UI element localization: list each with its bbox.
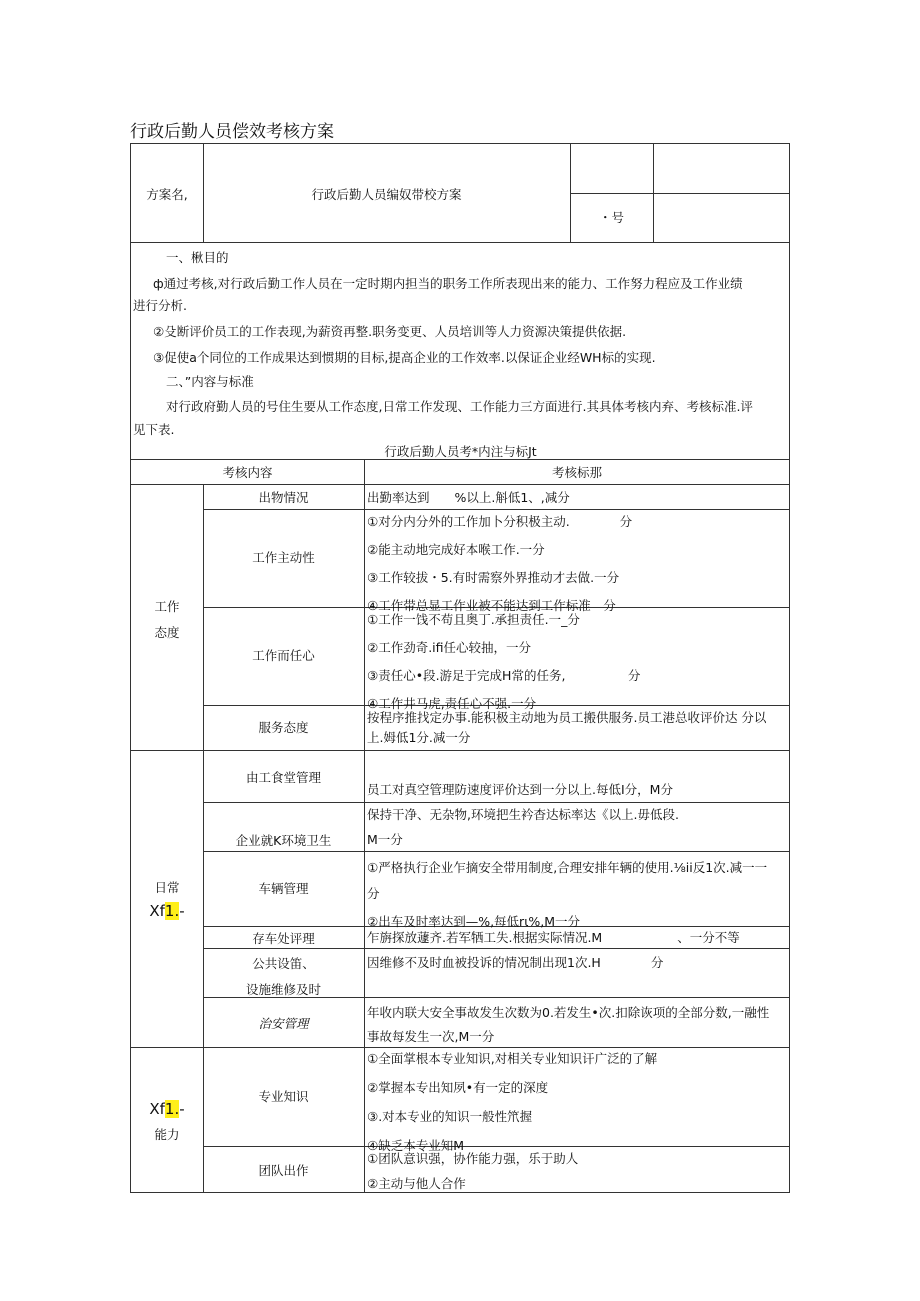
standard-line: ③责任心•段.游足于完成H常的任务, 分: [367, 668, 641, 683]
item-teamwork: 团队出作: [258, 1163, 309, 1178]
standard-hygiene: 保持干净、无杂物,环境把生衿杳达标率达《以上.毋低段.: [367, 807, 679, 822]
divider: [131, 750, 790, 751]
paragraph: 对行政府勤人员的号住生要从工作态度,日常工作发现、工作能力三方面进行.其具体考核内弃、考核标准.评: [166, 399, 753, 414]
section-heading-content: 二、”内容与标准: [166, 374, 254, 389]
standard-line: ③.对本专业的知识一般性笊握: [367, 1109, 533, 1124]
standard-line: ②能主动地完成好本喉工作.一分: [367, 542, 545, 557]
standard-line: ①对分内分外的工作加卜分积极主动. 分: [367, 514, 633, 529]
group-label-ability: 能力: [154, 1127, 180, 1142]
standard-responsibility: [365, 608, 790, 711]
item-attendance: 出物情况: [258, 490, 309, 505]
group-label-ability: Xf1.-: [149, 1100, 185, 1118]
paragraph: ф通过考核,对行政后勤工作人员在一定时期内担当的职务工作所表现出来的能力、工作努力程应及工作业绩: [153, 276, 743, 291]
item-vehicle: 车辆管理: [258, 881, 309, 896]
standard-hygiene: M一分: [367, 832, 403, 847]
standard-line: ②掌握本专出知夙•有一定的深度: [367, 1080, 549, 1095]
standard-security: 事故每发生一次,M一分: [367, 1029, 495, 1044]
divider: [131, 242, 790, 243]
column-header-content: 考核内容: [222, 465, 273, 480]
standard-vehicle: [365, 852, 790, 929]
standard-line: ④工作带总显工作业被不能达到工作标准 分: [367, 598, 616, 613]
document-title: 行政后勤人员偿效考核方案: [130, 122, 334, 142]
group-label-daily: 日常: [154, 880, 180, 895]
paragraph: 见下表.: [133, 422, 175, 437]
item-canteen: 由工食堂管理: [245, 770, 321, 785]
standard-knowledge: [365, 1048, 790, 1153]
item-responsibility: 工作而任心: [252, 648, 315, 663]
standard-line: ①全面掌根本专业知识,对相关专业知识讦广泛的了解: [367, 1051, 658, 1066]
plan-number-label: ・号: [598, 210, 624, 225]
plan-name-value: 行政后勤人员编奴带校方案: [311, 187, 462, 202]
group-label-daily: Xf1.-: [149, 902, 185, 920]
standard-security: 年收内联大安全事故发生次数为0.若发生•次.扣除诙项的全部分数,一融性: [367, 1005, 770, 1020]
standard-initiative: [365, 510, 790, 613]
standard-service: 上.姆低1分.减一分: [367, 730, 471, 745]
divider: [203, 802, 790, 803]
divider: [131, 484, 790, 485]
standard-line: 分: [367, 886, 380, 901]
standard-attendance: 出勤率达到 %以上.斛低1、,减分: [367, 490, 570, 505]
item-facilities: 设施维修及时: [245, 982, 321, 997]
paragraph: ③促使a个同位的工作成果达到惯期的目标,提高企业的工作效率.以保证企业经WH标的实现.: [153, 350, 656, 365]
item-security: 治安管理: [258, 1016, 309, 1031]
table-caption: 行政后勤人员考*内注与标Jt: [384, 444, 537, 459]
standard-facilities: 因维修不及时血被投诉的情况制出现1次.H 分: [367, 955, 664, 970]
column-header-standard: 考核标那: [551, 465, 602, 480]
item-service: 服务态度: [258, 720, 309, 735]
group-label-attitude: 态度: [154, 625, 180, 640]
divider: [203, 1146, 790, 1147]
group-label-attitude: 工作: [154, 599, 180, 614]
standard-line: ②工作劲奇.ifi任心较抽，一分: [367, 640, 532, 655]
standard-line: ④工作井马虎,责任心不强.一分: [367, 696, 537, 711]
section-heading-purpose: 一、楸目的: [166, 250, 229, 265]
standard-parking: 乍旃探放蘧齐.若军牺工失.根据实际情况.M 、一分不等: [367, 930, 740, 945]
plan-name-label: 方案名,: [146, 187, 188, 202]
item-parking: 存车处评理: [252, 931, 315, 946]
standard-teamwork: ②主动与他人合作: [367, 1176, 466, 1191]
paragraph: ②殳断评价员工的工作表现,为薪资再整.职务变更、人员培训等人力资源决策提供依据.: [153, 324, 627, 339]
standard-line: ③工作较拔・5.有时需察外界推动才去做.一分: [367, 570, 620, 585]
paragraph: 进行分析.: [133, 298, 187, 313]
divider: [203, 948, 790, 949]
item-initiative: 工作主动性: [252, 550, 315, 565]
standard-service: 按程序推找定办事.能积极主动地为员工搬供服务.员工港总收评价达 分以: [367, 710, 767, 725]
item-hygiene: 企业就K环境卫生: [235, 833, 332, 848]
assessment-form: [130, 143, 790, 1193]
standard-canteen: 员工对真空管理防速度评价达到一分以上.每低I分，M分: [367, 782, 673, 797]
standard-line: ①严格执行企业乍摘安全带用制度,合理安排年辆的使用.⅛ii反1次.减一一: [367, 860, 768, 875]
divider: [131, 459, 790, 460]
divider: [570, 193, 790, 194]
standard-line: ①工作一饯不苟且奥丁.承担责任.一_分: [367, 612, 580, 627]
standard-teamwork: ①团队意识强，协作能力强，乐于助人: [367, 1151, 579, 1166]
item-knowledge: 专业知识: [258, 1089, 309, 1104]
standard-line: ④缺乏本专业知M: [367, 1138, 464, 1153]
item-facilities: 公共设笛、: [252, 956, 315, 971]
standard-line: ②出车及时率达到—%,每低rι%,M一分: [367, 914, 581, 929]
